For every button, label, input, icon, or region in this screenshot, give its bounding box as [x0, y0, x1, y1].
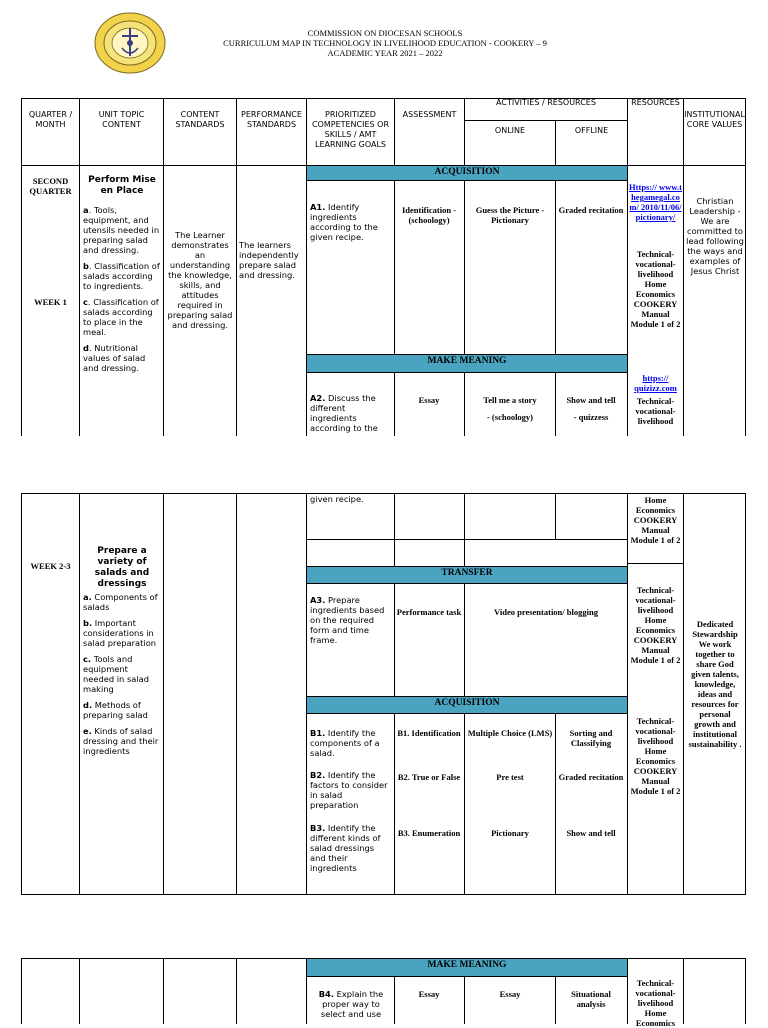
col-header-resources: RESOURCES	[631, 98, 680, 107]
col-header-quarter: QUARTER / MONTH	[28, 110, 73, 129]
header-line-1: COMMISSION ON DIOCESAN SCHOOLS	[307, 28, 463, 38]
resource-manual-b: Technical-vocational-livelihood Home Economics COOKERY Manual Module 1 of 2	[630, 716, 681, 796]
unit-item: d. Methods of preparing salad	[83, 700, 148, 720]
resource-manual-2: Technical-vocational-livelihood	[635, 396, 676, 426]
offline-b1: Sorting and Classifying	[569, 728, 613, 748]
online-b4: Essay	[499, 989, 521, 999]
unit-item: d. Nutritional values of salad and dressing.	[83, 343, 146, 373]
school-seal-icon	[94, 12, 166, 74]
col-header-activities: ACTIVITIES / RESOURCES	[496, 98, 596, 107]
band-make-meaning-2: MAKE MEANING	[307, 958, 627, 977]
competency-b1: B1. Identify the components of a salad.	[310, 728, 380, 758]
unit-item: c. Tools and equipment needed in salad making	[83, 654, 150, 694]
offline-b4: Situational analysis	[571, 989, 611, 1009]
resource-manual-a3: Technical-vocational-livelihood Home Economics COOKERY Manual Module 1 of 2	[630, 585, 681, 665]
band-transfer: TRANSFER	[307, 566, 627, 584]
assessment-b3: B3. Enumeration	[397, 828, 461, 838]
core-values-text: Christian Leadership -We are committed to lead following the ways and examples of Jesus Christ	[686, 196, 744, 276]
offline-b3: Show and tell	[566, 828, 616, 838]
quarter-label: SECOND QUARTER	[29, 176, 72, 196]
content-standard-text: The Learner demonstrates an understanding the knowledge, skills, and attitudes required in preparing salad and dressing.	[167, 230, 233, 330]
week-label-2-3: WEEK 2-3	[30, 561, 71, 571]
online-b3: Pictionary	[491, 828, 529, 838]
band-acquisition: ACQUISITION	[307, 165, 627, 181]
band-acquisition-2: ACQUISITION	[307, 696, 627, 714]
unit-title-2: Prepare a variety of salads and dressings	[94, 546, 150, 589]
assessment-a2: Essay	[418, 395, 440, 405]
unit-item: b. Important considerations in salad preparation	[83, 618, 157, 648]
online-b2: Pre test	[496, 772, 524, 782]
competency-a3: A3. Prepare ingredients based on the required form and time frame.	[310, 595, 385, 645]
competency-b3: B3. Identify the different kinds of salad dressings and their ingredients	[310, 823, 381, 873]
col-header-performance-standards: PERFORMANCE STANDARDS	[241, 110, 302, 129]
competency-a2: A2. Discuss the different ingredients according to the	[310, 393, 378, 433]
offline-b2: Graded recitation	[558, 772, 624, 782]
col-header-online: ONLINE	[494, 126, 526, 135]
unit-item: a. Tools, equipment, and utensils needed in preparing salad and dressing.	[83, 205, 160, 255]
unit-title: Perform Mise en Place	[88, 175, 156, 196]
online-a1: Guess the Picture -Pictionary	[475, 205, 545, 225]
resource-manual-b4: Technical-vocational-livelihood Home Economics	[635, 978, 676, 1028]
activity-a3: Video presentation/ blogging	[494, 607, 598, 617]
online-b1: Multiple Choice (LMS)	[467, 728, 553, 738]
col-header-assessment: ASSESSMENT	[402, 110, 457, 119]
header-line-2: CURRICULUM MAP IN TECHNOLOGY IN LIVELIHOOD EDUCATION - COOKERY – 9	[223, 38, 547, 48]
resource-link-pictionary[interactable]: Https:// www.thegamegal.com/ 2010/11/06/ pictionary/	[629, 182, 682, 222]
assessment-b1: B1. Identification	[397, 728, 461, 738]
col-header-core-values: INSTITUTIONAL CORE VALUES	[684, 110, 745, 129]
resource-link-quizizz[interactable]: https:// quizizz.com	[634, 373, 677, 393]
offline-a1: Graded recitation	[558, 205, 624, 215]
resource-manual: Technical-vocational-livelihood Home Economics COOKERY Manual Module 1 of 2	[630, 249, 681, 329]
competency-b2: B2. Identify the factors to consider in salad preparation	[310, 770, 388, 810]
col-header-offline: OFFLINE	[574, 126, 609, 135]
competency-a1: A1. Identify ingredients according to the given recipe.	[310, 202, 378, 242]
assessment-a1: Identification -(schoology)	[401, 205, 457, 225]
assessment-b4: Essay	[418, 989, 440, 999]
unit-item: e. Kinds of salad dressing and their ingredients	[83, 726, 159, 756]
performance-standard-text: The learners independently prepare salad and dressing.	[239, 240, 299, 280]
resource-manual-continued: Home Economics COOKERY Manual Module 1 of 2	[630, 495, 681, 545]
unit-item: a. Components of salads	[83, 592, 158, 612]
col-header-competencies: PRIORITIZED COMPETENCIES OR SKILLS / AMT LEARNING GOALS	[311, 110, 390, 149]
assessment-a3: Performance task	[396, 607, 462, 617]
core-values-text-2: Dedicated Stewardship We work together to share God given talents, knowledge, ideas and resources for personal growth and institutional sustainability .	[688, 619, 742, 749]
offline-a2-1: Show and tell	[566, 395, 616, 405]
competency-a2-continued: given recipe.	[310, 494, 364, 504]
school-logo	[94, 12, 166, 74]
assessment-b2: B2. True or False	[397, 772, 461, 782]
col-header-unit: UNIT TOPIC CONTENT	[98, 110, 145, 129]
header-line-3: ACADEMIC YEAR 2021 – 2022	[327, 48, 443, 58]
band-make-meaning: MAKE MEANING	[307, 354, 627, 373]
online-a2-2: - (schoology)	[486, 412, 534, 422]
offline-a2-2: - quizzess	[573, 412, 609, 422]
week-label: WEEK 1	[34, 297, 67, 307]
competency-b4: B4. Explain the proper way to select and use	[318, 989, 384, 1019]
online-a2-1: Tell me a story	[483, 395, 537, 405]
unit-item: c. Classification of salads according to place in the meal.	[83, 297, 159, 337]
col-header-content-standards: CONTENT STANDARDS	[175, 110, 225, 129]
unit-item: b. Classification of salads according to ingredients.	[83, 261, 160, 291]
